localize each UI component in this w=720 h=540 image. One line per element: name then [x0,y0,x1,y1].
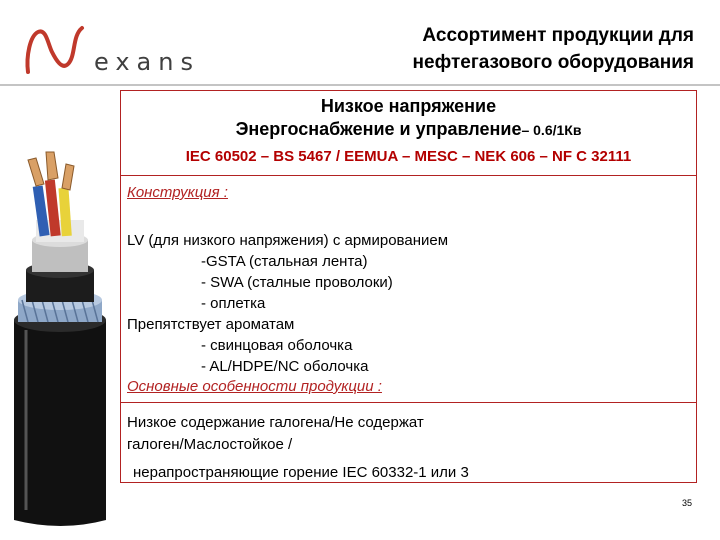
construction-line: LV (для низкого напряжения) с армированием [127,232,449,249]
banner-standards: IEC 60502 – BS 5467 / EEMUA – MESC – NEK 606 – NF C 32111 [185,148,632,165]
product-banner [120,90,697,176]
construction-line: - свинцовая оболочка [201,337,353,354]
banner-product-rating: – 0.6/1Кв [521,122,582,138]
header-divider [0,84,720,86]
features-heading: Основные особенности продукции : [127,378,382,395]
cable-illustration [6,150,116,530]
features-line-2: галоген/Маслостойкое / [127,436,293,453]
banner-product-line [121,117,696,142]
features-line-3: нерапространяющие горение IEC 60332-1 или 3 [133,464,469,481]
title-line-2: нефтегазового оборудования [412,52,694,73]
page-number: 35 [681,498,692,508]
page-title [294,22,694,76]
logo-wordmark: exans [94,48,200,76]
content-box [120,176,697,483]
construction-heading: Конструкция : [127,184,228,201]
banner-voltage-class: Низкое напряжение [320,96,497,116]
nexans-logo [22,22,200,78]
features-line-1: Низкое содержание галогена/Не содержат [127,414,424,431]
construction-line: Препятствует ароматам [127,316,295,333]
construction-line: -GSTA (стальная лента) [201,253,368,270]
banner-product-main: Энергоснабжение и управление [235,119,522,139]
nexans-n-mark [22,22,92,78]
title-line-1: Ассортимент продукции для [422,25,694,46]
construction-line: - оплетка [201,295,266,312]
features-divider [121,402,696,403]
features-text [127,412,627,456]
construction-line: - AL/HDPE/NC оболочка [201,358,369,375]
construction-line: - SWA (сталные проволоки) [201,274,393,291]
